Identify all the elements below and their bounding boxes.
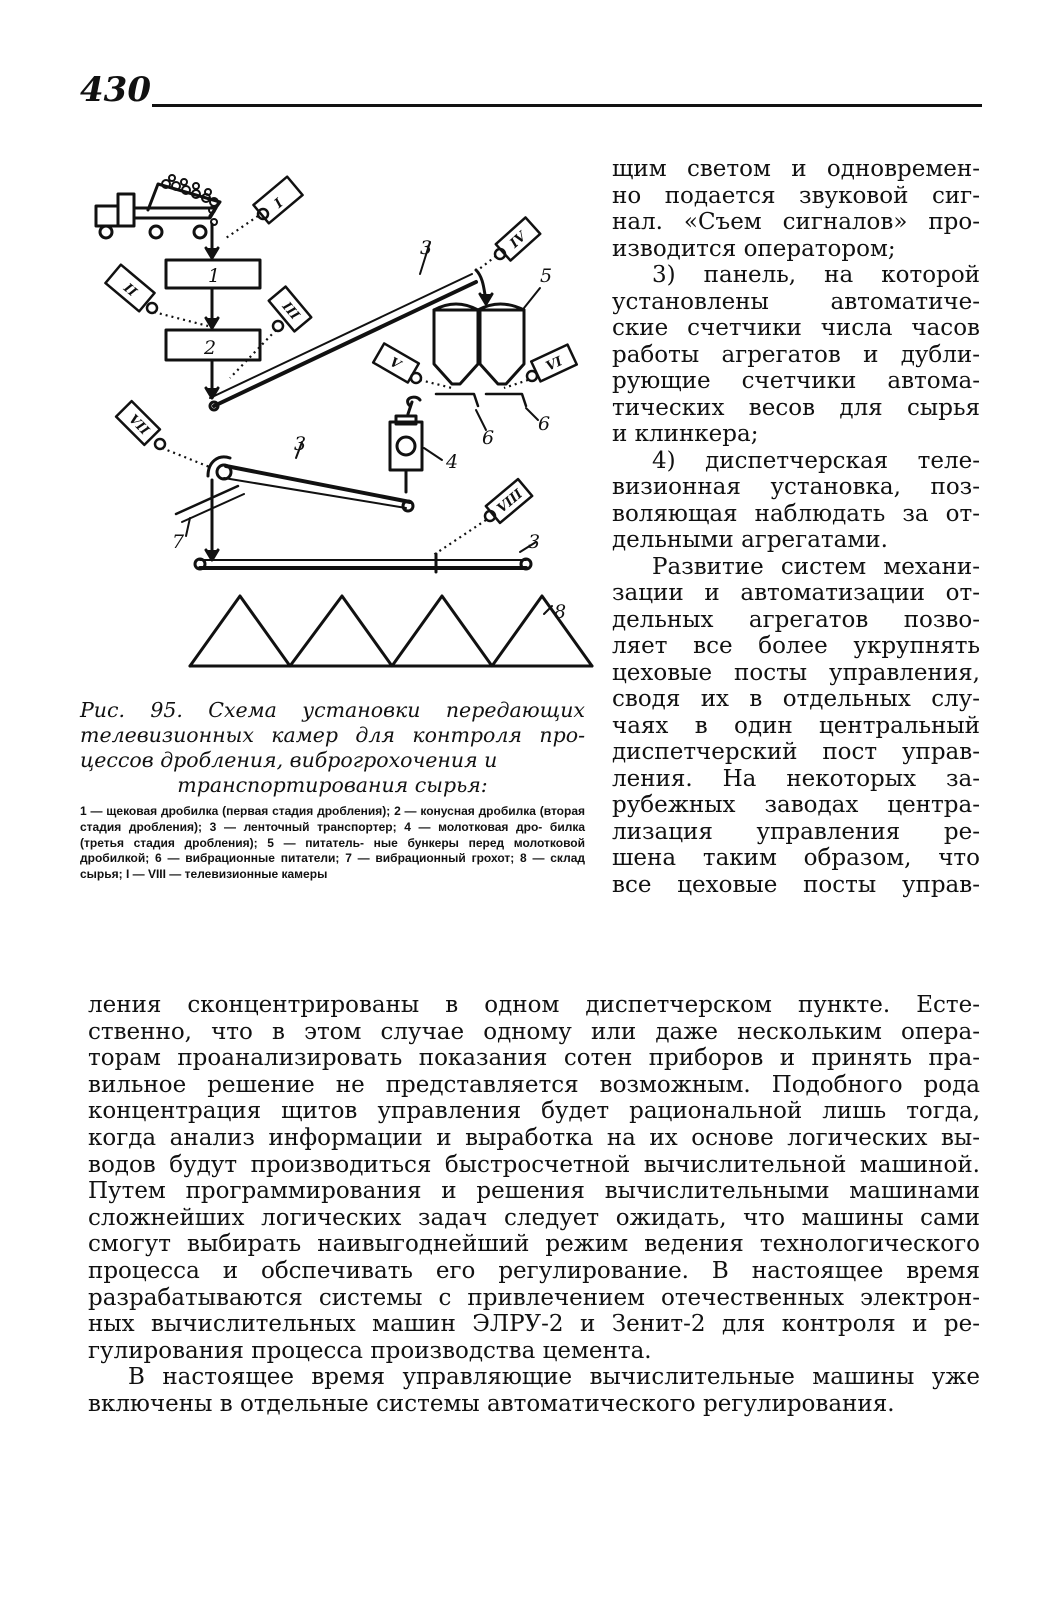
label-3-middle: 3 xyxy=(294,433,307,455)
text-line: все цеховые посты управ- xyxy=(612,871,980,898)
text-line: тических весов для сырья xyxy=(612,394,980,421)
label-3-upper: 3 xyxy=(420,237,433,259)
text-line: ления сконцентрированы в одном диспетчерском пункте. Есте- xyxy=(88,992,980,1018)
belt-conveyor-lower xyxy=(195,554,531,572)
belt-conveyor-upper xyxy=(210,274,476,410)
legend-line: 3 — ленточный транспортер; 4 — молотковая дро- xyxy=(209,819,550,834)
label-camera-3: III xyxy=(278,299,302,323)
text-line: щим светом и одновремен- xyxy=(612,156,980,182)
label-8: 8 xyxy=(554,601,567,623)
text-line: ных вычислительных машин ЭЛРУ-2 и Зенит-2 для контроля и ре- xyxy=(88,1311,980,1338)
caption-line: транспортирования сырья: xyxy=(177,773,488,797)
text-line: чаях в один центральный xyxy=(612,712,980,739)
text-line: работы агрегатов и дубли- xyxy=(612,341,980,368)
text-line: воляющая наблюдать за от- xyxy=(612,500,980,527)
full-width-text xyxy=(88,992,980,1418)
legend-line: билка (третья стадия дробления); 5 — питатель- xyxy=(80,819,585,850)
legend-line: ные бункеры перед молотковой дробилкой; 6 — xyxy=(80,835,586,866)
text-line: вильное решение не представляется возможным. Подобного рода xyxy=(88,1071,980,1098)
label-2: 2 xyxy=(204,337,217,359)
raw-material-store xyxy=(190,596,592,666)
label-camera-8: VIII xyxy=(494,486,526,517)
header-rule xyxy=(152,104,982,107)
label-camera-7: VII xyxy=(125,411,152,439)
text-line: В настоящее время управляющие вычислительные машины уже xyxy=(128,1364,980,1391)
label-camera-1: I xyxy=(271,196,287,212)
text-line: нал. «Съем сигналов» про- xyxy=(612,209,980,235)
label-4: 4 xyxy=(446,451,459,473)
caption-line: цессов дробления, виброгрохочения и xyxy=(80,748,498,772)
text-line: но подается звуковой сиг- xyxy=(612,182,980,209)
text-line: дельными агрегатами. xyxy=(612,527,888,553)
dump-truck xyxy=(96,175,220,238)
text-line: рующие счетчики автома- xyxy=(612,368,980,394)
figure-caption xyxy=(80,698,585,798)
text-line: ственно, что в этом случае одному или даже нескольким опера- xyxy=(88,1018,980,1045)
text-line: диспетчерский пост управ- xyxy=(612,739,980,765)
text-line: цеховые посты управления, xyxy=(612,659,980,686)
text-line: водов будут производиться быстросчетной вычислительной машиной. xyxy=(88,1151,980,1178)
hammer-crusher xyxy=(390,397,422,478)
text-line: изводится оператором; xyxy=(612,235,896,262)
text-line: сводя их в отдельных слу- xyxy=(612,686,980,712)
belt-conveyor-middle xyxy=(217,465,413,511)
label-camera-5: V xyxy=(386,354,404,373)
text-line: процесса и обспечивать его регулирование. В настоящее время xyxy=(88,1257,980,1284)
page-number: 430 xyxy=(80,70,151,110)
vibrating-screen xyxy=(176,486,244,522)
text-line: когда анализ информации и выработка на их основе логических вы- xyxy=(88,1124,980,1151)
caption-line: телевизионных камер для контроля про- xyxy=(80,723,585,747)
figure-legend xyxy=(80,804,585,883)
label-1: 1 xyxy=(208,265,221,287)
label-5: 5 xyxy=(540,265,553,287)
text-line: зации и автоматизации от- xyxy=(612,580,980,606)
text-line: Путем программирования и решения вычислительными машинами xyxy=(88,1178,980,1205)
label-6-left: 6 xyxy=(482,427,495,449)
legend-line: 1 — щековая дробилка (первая стадия дробления); xyxy=(80,804,395,818)
caption-line: Рис. 95. Схема установки передающих xyxy=(80,698,585,722)
text-line: 4) диспетчерская теле- xyxy=(652,447,980,474)
text-line: концентрация щитов управления будет рациональной лишь тогда, xyxy=(88,1098,980,1125)
text-line: 3) панель, на которой xyxy=(652,262,980,288)
text-line: включены в отдельные системы автоматического регулирования. xyxy=(88,1390,895,1417)
legend-line: 2 — конусная дробилка (вторая стадия дробления); xyxy=(80,804,586,834)
right-column-text xyxy=(612,156,980,898)
text-line: шена таким образом, что xyxy=(612,845,980,871)
label-camera-4: IV xyxy=(507,229,530,252)
text-line: смогут выбирать наивыгоднейший режим ведения технологического xyxy=(88,1231,980,1258)
label-6-right: 6 xyxy=(538,413,551,435)
text-line: дельных агрегатов позво- xyxy=(612,606,980,633)
text-line: Развитие систем механи- xyxy=(652,553,980,580)
text-line: ления. На некоторых за- xyxy=(612,765,980,792)
text-line: и клинкера; xyxy=(612,421,759,447)
text-line: установлены автоматиче- xyxy=(612,288,980,315)
crushing-plant-diagram xyxy=(80,158,600,688)
label-camera-2: II xyxy=(120,280,140,301)
legend-line: вибрационные питатели; 7 — вибрационный грохот; xyxy=(185,851,521,866)
text-line: сложнейших логических задач следует ожидать, что машины сами xyxy=(88,1204,980,1231)
text-line: рубежных заводах центра- xyxy=(612,792,980,818)
text-line: разрабатываются системы с привлечением отечественных электрон- xyxy=(88,1284,980,1311)
label-7: 7 xyxy=(172,531,185,553)
feed-hoppers xyxy=(434,304,524,384)
label-3-lower: 3 xyxy=(528,531,541,553)
text-line: торам проанализировать показания сотен приборов и принять пра- xyxy=(88,1045,980,1072)
legend-line: 8 — склад сырья; I — VIII — телевизионные камеры xyxy=(80,851,585,882)
text-line: гулирования процесса производства цемента. xyxy=(88,1337,652,1364)
text-line: ские счетчики числа часов xyxy=(612,315,980,341)
label-camera-6: VI xyxy=(543,354,565,375)
text-line: визионная установка, поз- xyxy=(612,474,980,500)
text-line: ляет все более укрупнять xyxy=(612,633,980,659)
text-line: лизация управления ре- xyxy=(612,818,980,845)
